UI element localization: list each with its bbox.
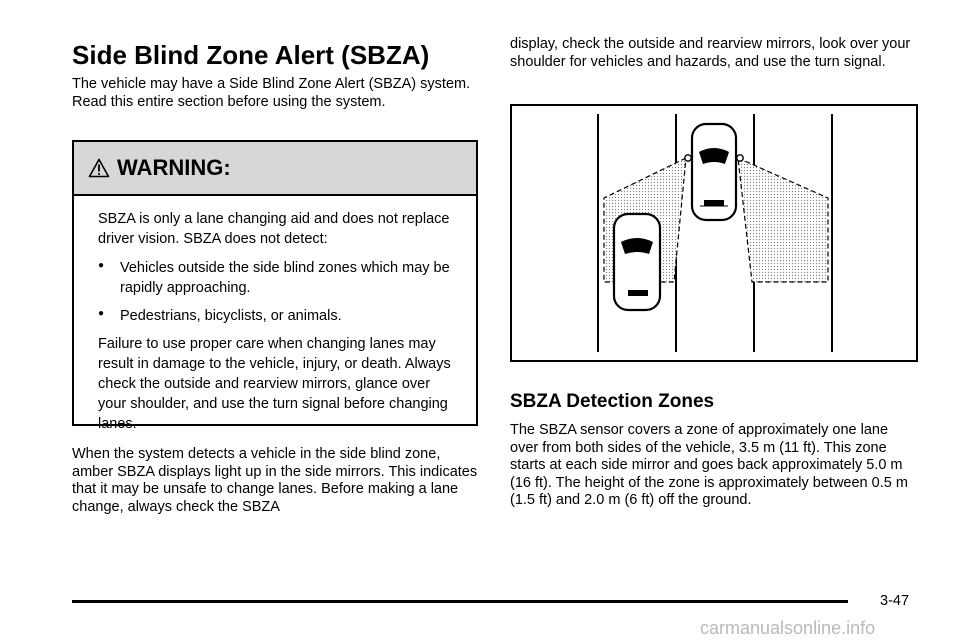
detection-zones-heading: SBZA Detection Zones [510,391,715,412]
warning-bullet-text: Vehicles outside the side blind zones which may be rapidly approaching. [120,260,450,296]
warning-bullet [98,306,456,326]
page-number: 3-47 [880,593,910,609]
right-mirror-sensor [737,155,743,161]
footer-rule [72,600,848,603]
warning-box [72,140,478,432]
left-mirror-sensor [685,155,691,161]
warning-lead: SBZA is only a lane changing aid and does not replace driver vision. SBZA does not detect: [98,211,450,247]
section-title: Side Blind Zone Alert (SBZA) [72,40,430,70]
sbza-diagram-svg [512,106,916,360]
host-vehicle-icon [692,124,736,220]
watermark: carmanualsonline.info [700,618,876,638]
after-warning-paragraph [72,446,482,516]
warning-triangle-icon [88,158,110,178]
warning-body [74,196,476,434]
warning-closing: Failure to use proper care when changing lanes may result in damage to the vehicle, injury, or death. Always check the outside and rearview mirrors, glance over your shoulder, and use the turn signal before changing lanes. [98,336,451,432]
adjacent-vehicle-icon [614,214,660,310]
detection-zones-paragraph: The SBZA sensor covers a zone of approximately one lane over from both sides of the vehicle, 3.5 m (11 ft). This zone starts at each side mirror and goes back approximately 5.0 m (16 ft). The height of the zone is approximately between 0.5 m (1.5 ft) and 2.0 m (6 ft) off the ground. [510,422,908,508]
sbza-detection-zone-diagram [510,104,918,362]
warning-bullet-text: Pedestrians, bicyclists, or animals. [120,308,342,324]
bullet-dot-icon: ● [98,260,105,271]
bullet-dot-icon: ● [98,308,105,319]
right-detection-zone [738,158,828,282]
intro-paragraph: The vehicle may have a Side Blind Zone Alert (SBZA) system. Read this entire section before using the system. [72,76,471,110]
warning-bullet [98,258,456,298]
continued-paragraph [510,36,920,71]
warning-heading: WARNING: [117,155,231,180]
warning-header [74,142,476,196]
after-warning-text: When the system detects a vehicle in the side blind zone, amber SBZA displays light up in the side mirrors. This indicates that it may be unsafe to change lanes. Before making a lane change, always check the SBZA [72,446,478,515]
continued-text: display, check the outside and rearview mirrors, look over your shoulder for vehicles and hazards, and use the turn signal. [510,36,911,70]
